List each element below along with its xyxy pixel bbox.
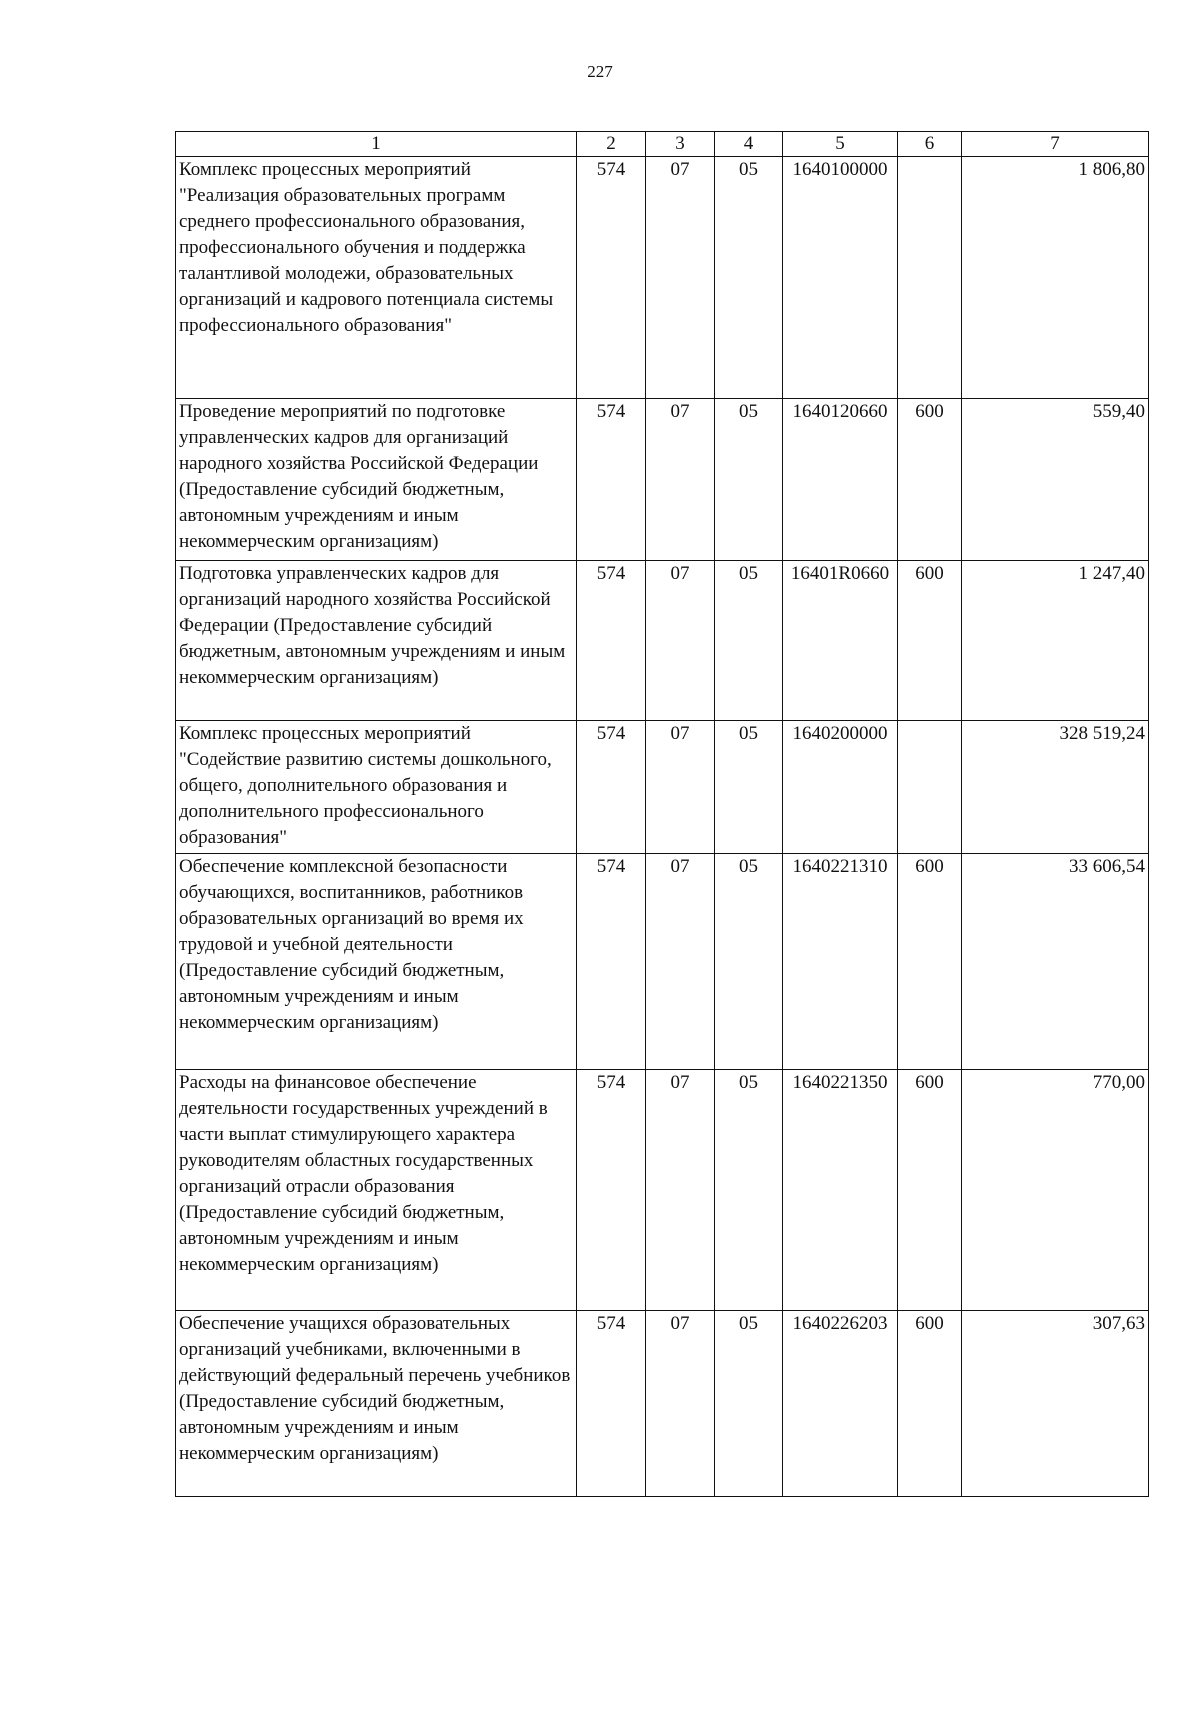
row-code-4: 05	[715, 721, 783, 854]
row-name: Расходы на финансовое обеспечение деятельности государственных учреждений в части выплат стимулирующего характера руководителям областных государственных организаций отрасли образования (Предоставление субсидий бюджетным, автономным учреждениям и иным некоммерческим организациям)	[176, 1070, 577, 1311]
row-code-2: 574	[577, 854, 646, 1070]
row-code-6: 600	[898, 1070, 962, 1311]
row-code-6: 600	[898, 1311, 962, 1497]
row-code-6: 600	[898, 399, 962, 561]
row-name: Комплекс процессных мероприятий "Содействие развитию системы дошкольного, общего, дополнительного образования и дополнительного профессионального образования"	[176, 721, 577, 854]
row-name: Обеспечение комплексной безопасности обучающихся, воспитанников, работников образовательных организаций во время их трудовой и учебной деятельности (Предоставление субсидий бюджетным, автономным учреждениям и иным некоммерческим организациям)	[176, 854, 577, 1070]
budget-table	[175, 131, 1149, 1497]
row-code-5: 1640100000	[783, 157, 898, 399]
row-code-2: 574	[577, 561, 646, 721]
header-col-4: 4	[715, 132, 783, 157]
row-code-3: 07	[646, 721, 715, 854]
row-code-5: 1640221310	[783, 854, 898, 1070]
table-row	[176, 1070, 1149, 1311]
row-code-3: 07	[646, 157, 715, 399]
row-code-3: 07	[646, 399, 715, 561]
row-code-3: 07	[646, 561, 715, 721]
page-number: 227	[587, 62, 613, 81]
table-row	[176, 157, 1149, 399]
table-row	[176, 561, 1149, 721]
row-code-5: 1640120660	[783, 399, 898, 561]
table-row	[176, 854, 1149, 1070]
row-code-4: 05	[715, 854, 783, 1070]
row-code-6: 600	[898, 854, 962, 1070]
table-row	[176, 1311, 1149, 1497]
row-code-2: 574	[577, 1070, 646, 1311]
row-amount: 33 606,54	[962, 854, 1149, 1070]
row-code-4: 05	[715, 561, 783, 721]
row-code-4: 05	[715, 1070, 783, 1311]
row-code-2: 574	[577, 721, 646, 854]
row-amount: 770,00	[962, 1070, 1149, 1311]
row-code-5: 1640200000	[783, 721, 898, 854]
header-col-3: 3	[646, 132, 715, 157]
row-code-6: 600	[898, 561, 962, 721]
row-amount: 1 806,80	[962, 157, 1149, 399]
row-code-5: 16401R0660	[783, 561, 898, 721]
row-name: Подготовка управленческих кадров для организаций народного хозяйства Российской Федерации (Предоставление субсидий бюджетным, автономным учреждениям и иным некоммерческим организациям)	[176, 561, 577, 721]
header-col-7: 7	[962, 132, 1149, 157]
row-code-5: 1640221350	[783, 1070, 898, 1311]
row-amount: 559,40	[962, 399, 1149, 561]
row-amount: 1 247,40	[962, 561, 1149, 721]
row-amount: 328 519,24	[962, 721, 1149, 854]
row-name: Проведение мероприятий по подготовке управленческих кадров для организаций народного хозяйства Российской Федерации (Предоставление субсидий бюджетным, автономным учреждениям и иным некоммерческим организациям)	[176, 399, 577, 561]
table-row	[176, 721, 1149, 854]
table-row	[176, 399, 1149, 561]
row-code-3: 07	[646, 854, 715, 1070]
table-header-row	[176, 132, 1149, 157]
row-code-2: 574	[577, 399, 646, 561]
row-code-4: 05	[715, 399, 783, 561]
row-code-2: 574	[577, 157, 646, 399]
row-amount: 307,63	[962, 1311, 1149, 1497]
row-code-4: 05	[715, 157, 783, 399]
row-code-2: 574	[577, 1311, 646, 1497]
row-code-4: 05	[715, 1311, 783, 1497]
header-col-6: 6	[898, 132, 962, 157]
row-code-6	[898, 157, 962, 399]
row-code-3: 07	[646, 1311, 715, 1497]
row-code-6	[898, 721, 962, 854]
row-name: Комплекс процессных мероприятий "Реализация образовательных программ среднего профессионального образования, профессионального обучения и поддержка талантливой молодежи, образовательных организаций и кадрового потенциала системы профессионального образования"	[176, 157, 577, 399]
header-col-2: 2	[577, 132, 646, 157]
row-name: Обеспечение учащихся образовательных организаций учебниками, включенными в действующий федеральный перечень учебников (Предоставление субсидий бюджетным, автономным учреждениям и иным некоммерческим организациям)	[176, 1311, 577, 1497]
row-code-3: 07	[646, 1070, 715, 1311]
row-code-5: 1640226203	[783, 1311, 898, 1497]
header-col-1: 1	[176, 132, 577, 157]
header-col-5: 5	[783, 132, 898, 157]
